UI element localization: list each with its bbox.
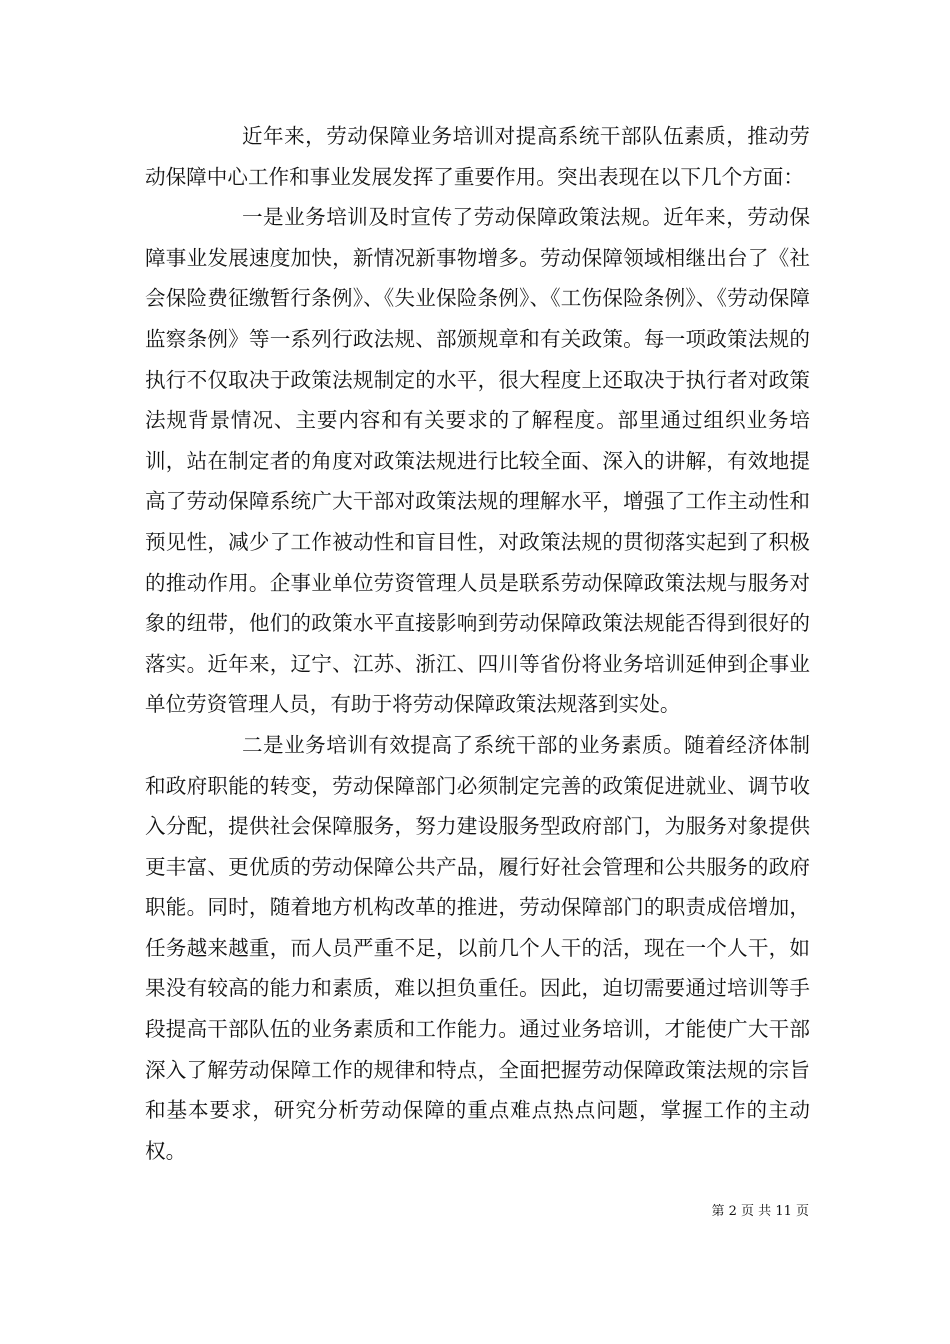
document-body: [145, 116, 810, 1171]
page-number-footer: 第 2 页 共 11 页: [711, 1204, 809, 1219]
paragraph-point-two: 二是业务培训有效提高了系统干部的业务素质。随着经济体制和政府职能的转变，劳动保障部门必须制定完善的政策促进就业、调节收入分配，提供社会保障服务，努力建设服务型政府部门，为服务对象提供更丰富、更优质的劳动保障公共产品，履行好社会管理和公共服务的政府职能。同时，随着地方机构改革的推进，劳动保障部门的职责成倍增加，任务越来越重，而人员严重不足，以前几个人干的活，现在一个人干，如果没有较高的能力和素质，难以担负重任。因此，迫切需要通过培训等手段提高干部队伍的业务素质和工作能力。通过业务培训，才能使广大干部深入了解劳动保障工作的规律和特点，全面把握劳动保障政策法规的宗旨和基本要求，研究分析劳动保障的重点难点热点问题，掌握工作的主动权。: [145, 732, 810, 1163]
paragraph-point-one: 一是业务培训及时宣传了劳动保障政策法规。近年来，劳动保障事业发展速度加快，新情况新事物增多。劳动保障领域相继出台了《社会保险费征缴暂行条例》、《失业保险条例》、《工伤保险条例》、《劳动保障监察条例》等一系列行政法规、部颁规章和有关政策。每一项政策法规的执行不仅取决于政策法规制定的水平，很大程度上还取决于执行者对政策法规背景情况、主要内容和有关要求的了解程度。部里通过组织业务培训，站在制定者的角度对政策法规进行比较全面、深入的讲解，有效地提高了劳动保障系统广大干部对政策法规的理解水平，增强了工作主动性和预见性，减少了工作被动性和盲目性，对政策法规的贯彻落实起到了积极的推动作用。企事业单位劳资管理人员是联系劳动保障政策法规与服务对象的纽带，他们的政策水平直接影响到劳动保障政策法规能否得到很好的落实。近年来，辽宁、江苏、浙江、四川等省份将业务培训延伸到企事业单位劳资管理人员，有助于将劳动保障政策法规落到实处。: [145, 205, 810, 717]
paragraph-intro: 近年来，劳动保障业务培训对提高系统干部队伍素质，推动劳动保障中心工作和事业发展发挥了重要作用。突出表现在以下几个方面：: [145, 124, 810, 189]
